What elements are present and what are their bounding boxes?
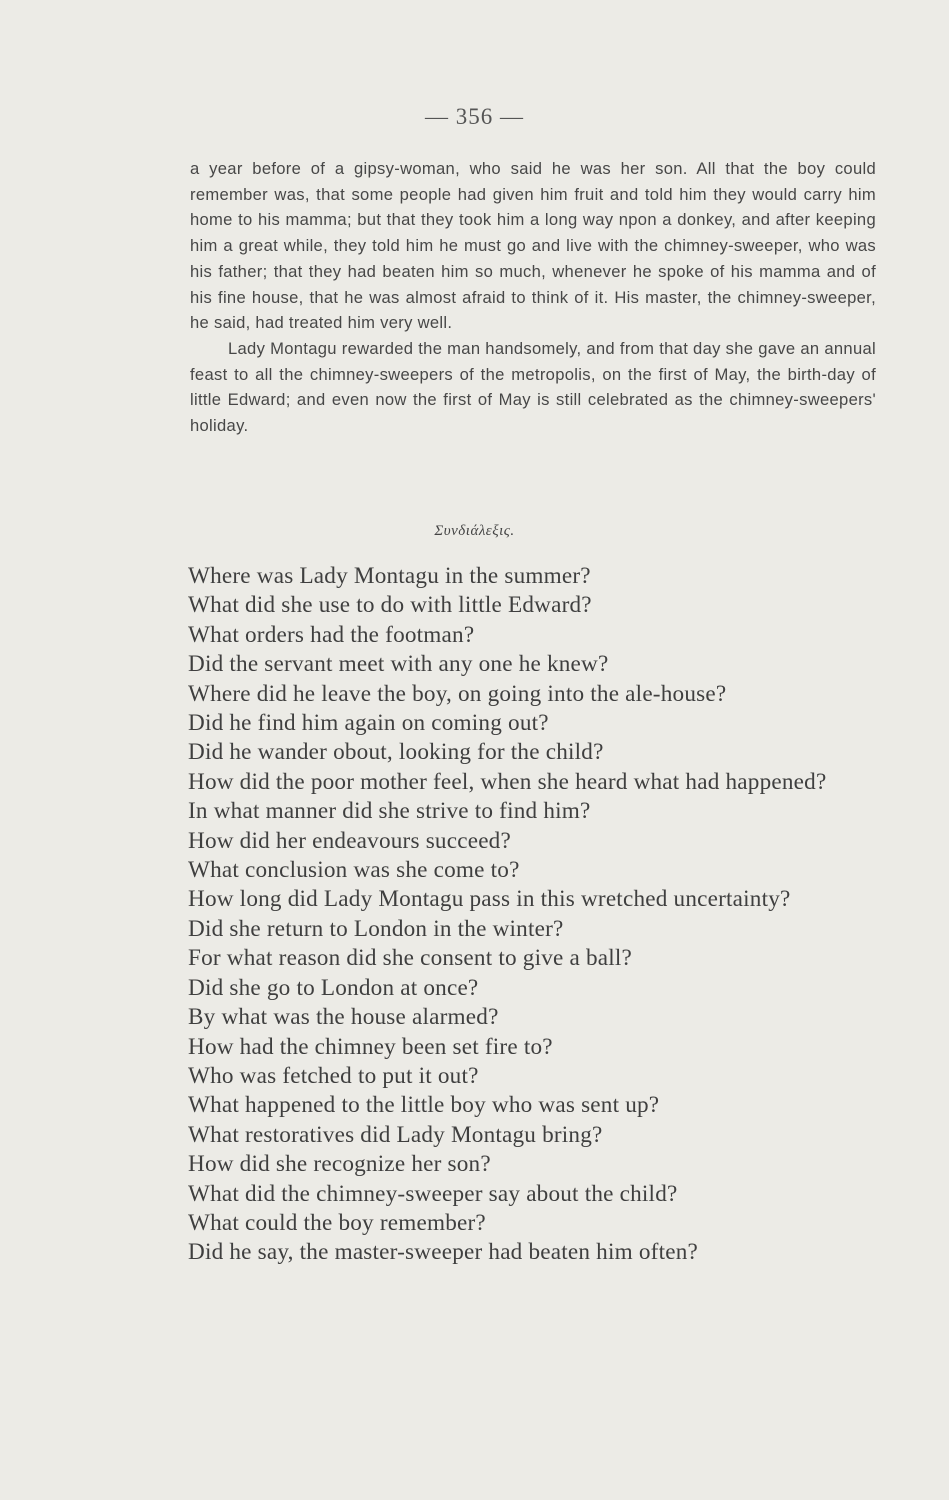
question-item: What happened to the little boy who was sent up?: [188, 1092, 660, 1119]
question-item: How did she recognize her son?: [188, 1151, 491, 1178]
question-item: Where did he leave the boy, on going into the ale-house?: [188, 680, 727, 707]
question-item: What conclusion was she come to?: [188, 857, 520, 884]
question-item: In what manner did she strive to find him?: [188, 798, 591, 825]
question-item: Did the servant meet with any one he knew?: [188, 651, 609, 678]
question-item: How did the poor mother feel, when she heard what had happened?: [188, 768, 827, 795]
question-item: For what reason did she consent to give a ball?: [188, 945, 633, 972]
question-item: How had the chimney been set fire to?: [188, 1033, 553, 1060]
question-item: Did he say, the master-sweeper had beaten him often?: [188, 1239, 698, 1266]
paragraph: a year before of a gipsy-woman, who said he was her son. All that the boy could remember was, that some people had given him fruit and told him they would carry him home to his mamma; but that they took him a long way npon a donkey, and after keeping him a great while, they told him he must go and live with the chimney-sweeper, who was his father; that they had beaten him so much, whenever he spoke of his mamma and of his fine house, that he was almost afraid to think of it. His master, the chimney-sweeper, he said, had treated him very well.: [190, 159, 876, 333]
question-item: What did she use to do with little Edward?: [188, 592, 592, 619]
question-item: Did she return to London in the winter?: [188, 915, 564, 942]
question-item: What could the boy remember?: [188, 1209, 486, 1236]
question-item: What did the chimney-sweeper say about the child?: [188, 1180, 678, 1207]
question-item: By what was the house alarmed?: [188, 1004, 499, 1031]
question-item: How did her endeavours succeed?: [188, 827, 511, 854]
question-item: Did he find him again on coming out?: [188, 710, 549, 737]
question-list: [188, 562, 888, 1268]
page-number: — 356 —: [425, 104, 524, 129]
section-heading: Συνδιάλεξις.: [434, 523, 515, 539]
question-item: What orders had the footman?: [188, 621, 475, 648]
question-item: Where was Lady Montagu in the summer?: [188, 563, 591, 589]
question-item: Did she go to London at once?: [188, 974, 479, 1001]
paragraph: Lady Montagu rewarded the man handsomely, and from that day she gave an annual feast to all the chimney-sweepers of the metropolis, on the first of May, the birth-day of little Edward; and even now the first of May is still celebrated as the chimney-sweepers' holiday.: [190, 338, 876, 436]
question-item: How long did Lady Montagu pass in this wretched uncertainty?: [188, 886, 791, 913]
question-item: What restoratives did Lady Montagu bring?: [188, 1121, 603, 1148]
question-item: Who was fetched to put it out?: [188, 1062, 479, 1089]
question-item: Did he wander obout, looking for the child?: [188, 739, 604, 766]
prose-text: [190, 156, 876, 439]
